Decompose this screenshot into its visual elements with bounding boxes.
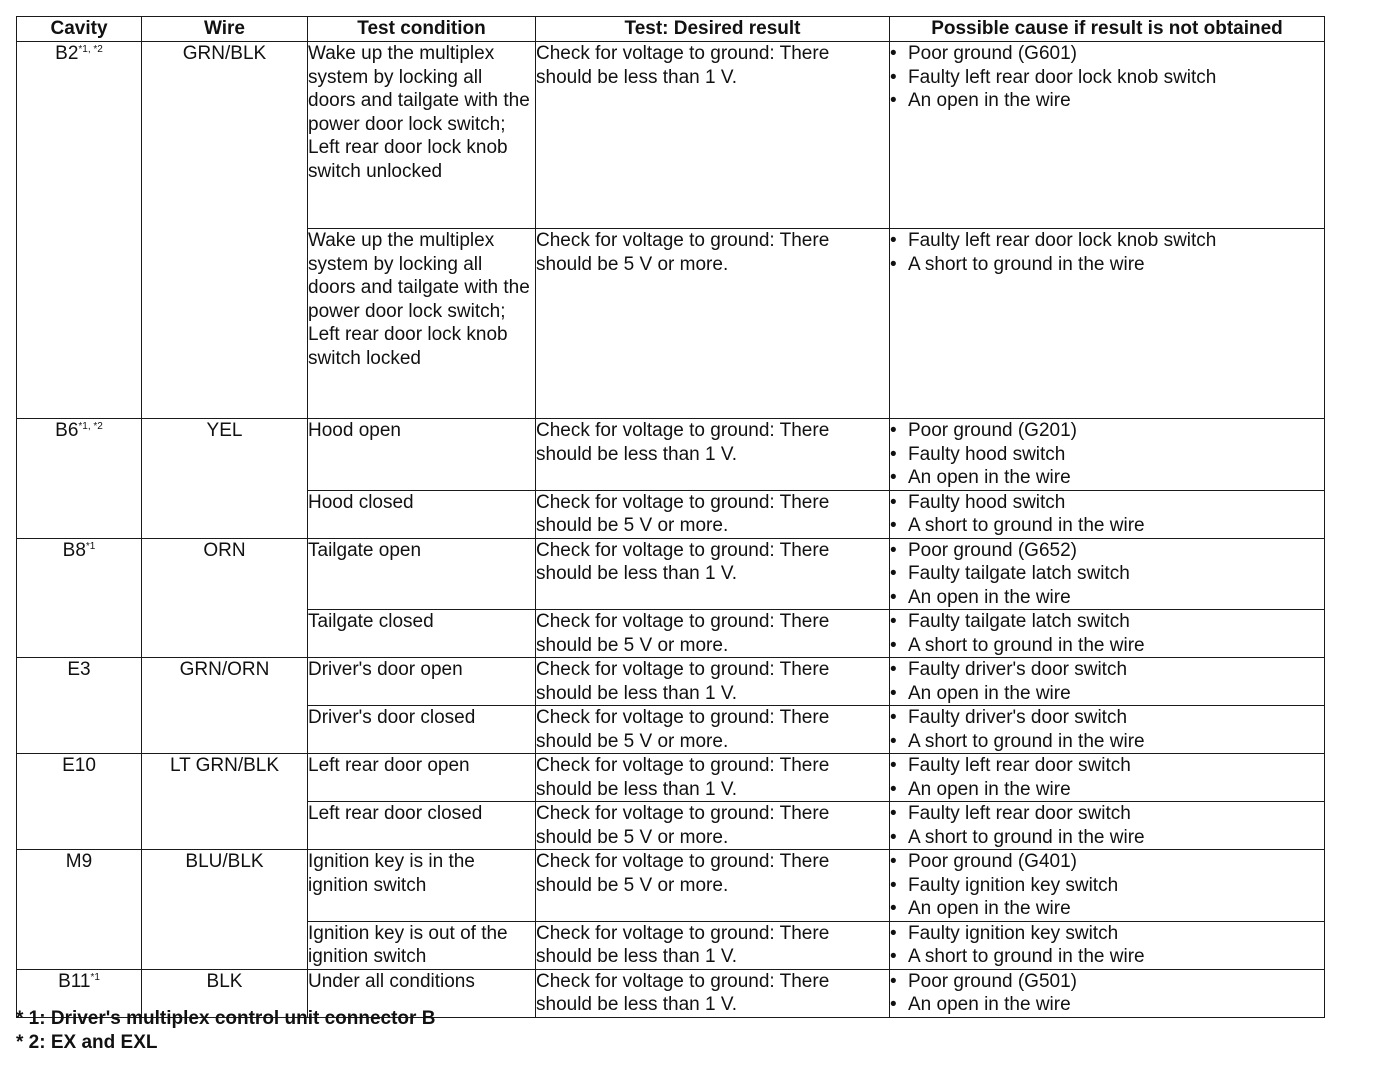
cause-text: A short to ground in the wire [908, 826, 1145, 848]
bullet-icon: • [890, 420, 897, 441]
cause-text: An open in the wire [908, 90, 1071, 111]
cavity-label: M9 [65, 851, 93, 872]
cause-text: An open in the wire [908, 778, 1071, 800]
cause-list [890, 539, 1324, 610]
desired-result-cell: Check for voltage to ground: There should be 5 V or more. [536, 706, 890, 754]
cavity-label: B6 [55, 420, 79, 441]
bullet-icon: • [890, 826, 897, 848]
wire-cell: GRN/ORN [142, 658, 308, 754]
test-condition-cell: Hood open [308, 419, 536, 491]
cause-text: Faulty left rear door switch [908, 755, 1131, 776]
cause-list [890, 850, 1324, 921]
cause-item [890, 610, 1324, 634]
cause-text: Poor ground (G601) [908, 43, 1077, 64]
test-condition-cell: Tailgate closed [308, 610, 536, 658]
cause-item [890, 993, 1324, 1017]
possible-cause-cell [890, 490, 1325, 538]
cavity-cell [17, 42, 142, 419]
bullet-icon: • [890, 994, 897, 1015]
cavity-cell [17, 658, 142, 754]
cause-item [890, 658, 1324, 682]
cause-item [890, 42, 1324, 66]
desired-result-cell: Check for voltage to ground: There should be less than 1 V. [536, 658, 890, 706]
desired-result-cell: Check for voltage to ground: There should be 5 V or more. [536, 610, 890, 658]
table-row [17, 538, 1325, 610]
cause-text: Faulty hood switch [908, 443, 1066, 465]
bullet-icon: • [890, 874, 897, 896]
header-cavity: Cavity [17, 17, 142, 42]
cavity-note: *1, *2 [78, 421, 103, 432]
cause-item [890, 850, 1324, 874]
possible-cause-cell [890, 229, 1325, 419]
possible-cause-cell [890, 706, 1325, 754]
cause-text: Faulty tailgate latch switch [908, 563, 1130, 584]
cavity-note: *1 [85, 540, 96, 552]
cause-item [890, 874, 1324, 898]
cause-text: An open in the wire [908, 994, 1071, 1015]
test-condition-cell: Ignition key is in the ignition switch [308, 850, 536, 922]
possible-cause-cell [890, 754, 1325, 802]
cause-text: An open in the wire [908, 586, 1071, 608]
cause-item [890, 66, 1324, 90]
wire-cell: LT GRN/BLK [142, 754, 308, 850]
cause-text: Poor ground (G501) [908, 970, 1077, 992]
bullet-icon: • [890, 515, 897, 536]
header-row [17, 17, 1325, 42]
cause-item [890, 466, 1324, 490]
cavity-cell [17, 850, 142, 970]
bullet-icon: • [890, 90, 897, 111]
cause-list [890, 754, 1324, 801]
header-test-condition: Test condition [308, 17, 536, 42]
cause-item [890, 897, 1324, 921]
cause-item [890, 253, 1324, 277]
cavity-label: B11 [58, 970, 91, 992]
cause-list [890, 802, 1324, 849]
cavity-label: B2 [55, 43, 79, 64]
header-possible-cause: Possible cause if result is not obtained [890, 17, 1325, 42]
cause-text: Faulty driver's door switch [908, 659, 1128, 680]
cause-text: Faulty driver's door switch [908, 707, 1128, 728]
cavity-note: *1, *2 [78, 44, 103, 55]
desired-result-cell: Check for voltage to ground: There should be 5 V or more. [536, 490, 890, 538]
cause-item [890, 730, 1324, 754]
cause-text: Faulty left rear door lock knob switch [908, 230, 1217, 251]
bullet-icon: • [890, 898, 897, 919]
bullet-icon: • [890, 659, 897, 680]
desired-result-cell: Check for voltage to ground: There should be less than 1 V. [536, 754, 890, 802]
wire-cell: BLK [142, 969, 308, 1017]
cause-list [890, 658, 1324, 705]
desired-result-cell: Check for voltage to ground: There should be less than 1 V. [536, 921, 890, 969]
bullet-icon: • [890, 730, 897, 752]
bullet-icon: • [890, 230, 897, 251]
test-condition-cell: Driver's door closed [308, 706, 536, 754]
bullet-icon: • [890, 755, 897, 776]
possible-cause-cell [890, 658, 1325, 706]
cause-item [890, 419, 1324, 443]
cause-item [890, 634, 1324, 658]
wire-cell: YEL [142, 419, 308, 539]
cause-item [890, 514, 1324, 538]
cause-text: Faulty hood switch [908, 491, 1066, 513]
wire-cell: ORN [142, 538, 308, 658]
bullet-icon: • [890, 586, 897, 608]
bullet-icon: • [890, 778, 897, 800]
cause-item [890, 826, 1324, 850]
bullet-icon: • [890, 253, 897, 275]
cause-text: A short to ground in the wire [908, 515, 1145, 536]
cause-item [890, 443, 1324, 467]
cause-text: An open in the wire [908, 898, 1071, 919]
cause-text: A short to ground in the wire [908, 634, 1145, 656]
cause-text: Faulty left rear door lock knob switch [908, 66, 1217, 88]
cavity-label: B8 [62, 539, 86, 561]
bullet-icon: • [890, 922, 897, 944]
cause-item [890, 970, 1324, 994]
cause-item [890, 706, 1324, 730]
cavity-cell [17, 419, 142, 539]
cause-item [890, 922, 1324, 946]
cause-item [890, 586, 1324, 610]
cause-list [890, 610, 1324, 657]
cause-text: A short to ground in the wire [908, 730, 1145, 752]
cause-text: Poor ground (G201) [908, 420, 1077, 441]
cause-text: Faulty ignition key switch [908, 874, 1119, 896]
cause-text: Poor ground (G652) [908, 539, 1077, 561]
test-condition-cell: Wake up the multiplex system by locking all doors and tailgate with the power door lock switch; Left rear door lock knob switch unlocked [308, 42, 536, 229]
cavity-cell [17, 754, 142, 850]
test-condition-cell: Left rear door closed [308, 802, 536, 850]
footnote-2: * 2: EX and EXL [16, 1032, 158, 1053]
desired-result-cell: Check for voltage to ground: There should be 5 V or more. [536, 802, 890, 850]
desired-result-cell: Check for voltage to ground: There should be less than 1 V. [536, 969, 890, 1017]
table-row [17, 419, 1325, 491]
cause-item [890, 682, 1324, 706]
test-condition-cell: Left rear door open [308, 754, 536, 802]
bullet-icon: • [890, 66, 897, 88]
wire-cell: BLU/BLK [142, 850, 308, 970]
cause-item [890, 802, 1324, 826]
cause-list [890, 970, 1324, 1017]
header-wire: Wire [142, 17, 308, 42]
bullet-icon: • [890, 491, 897, 513]
test-condition-cell: Tailgate open [308, 538, 536, 610]
cause-text: Faulty ignition key switch [908, 922, 1119, 944]
header-desired-result: Test: Desired result [536, 17, 890, 42]
table-row [17, 850, 1325, 922]
test-condition-cell: Hood closed [308, 490, 536, 538]
cause-item [890, 89, 1324, 113]
cause-list [890, 229, 1324, 276]
possible-cause-cell [890, 419, 1325, 491]
cavity-label: E10 [62, 755, 96, 776]
cause-item [890, 229, 1324, 253]
cause-item [890, 539, 1324, 563]
cause-item [890, 778, 1324, 802]
cause-list [890, 706, 1324, 753]
test-condition-cell: Driver's door open [308, 658, 536, 706]
cavity-label: E3 [67, 659, 91, 680]
wire-cell: GRN/BLK [142, 42, 308, 419]
table-row [17, 754, 1325, 802]
bullet-icon: • [890, 970, 897, 992]
test-condition-cell: Under all conditions [308, 969, 536, 1017]
bullet-icon: • [890, 443, 897, 465]
possible-cause-cell [890, 802, 1325, 850]
bullet-icon: • [890, 563, 897, 584]
possible-cause-cell [890, 850, 1325, 922]
cause-item [890, 754, 1324, 778]
cause-item [890, 945, 1324, 969]
test-condition-cell: Wake up the multiplex system by locking all doors and tailgate with the power door lock switch; Left rear door lock knob switch locked [308, 229, 536, 419]
bullet-icon: • [890, 803, 897, 824]
bullet-icon: • [890, 682, 897, 704]
table-row [17, 658, 1325, 706]
cause-text: A short to ground in the wire [908, 946, 1145, 967]
bullet-icon: • [890, 946, 897, 967]
cause-item [890, 562, 1324, 586]
desired-result-cell: Check for voltage to ground: There should be 5 V or more. [536, 229, 890, 419]
table-body [17, 42, 1325, 1018]
bullet-icon: • [890, 851, 897, 872]
cause-list [890, 491, 1324, 538]
bullet-icon: • [890, 634, 897, 656]
cause-list [890, 42, 1324, 113]
desired-result-cell: Check for voltage to ground: There should be 5 V or more. [536, 850, 890, 922]
troubleshooting-table [16, 16, 1325, 1018]
bullet-icon: • [890, 539, 897, 561]
desired-result-cell: Check for voltage to ground: There should be less than 1 V. [536, 42, 890, 229]
table-row [17, 42, 1325, 229]
desired-result-cell: Check for voltage to ground: There should be less than 1 V. [536, 538, 890, 610]
possible-cause-cell [890, 610, 1325, 658]
bullet-icon: • [890, 43, 897, 64]
possible-cause-cell [890, 969, 1325, 1017]
desired-result-cell: Check for voltage to ground: There should be less than 1 V. [536, 419, 890, 491]
possible-cause-cell [890, 538, 1325, 610]
cavity-note: *1 [90, 971, 100, 983]
test-condition-cell: Ignition key is out of the ignition switch [308, 921, 536, 969]
cause-list [890, 419, 1324, 490]
bullet-icon: • [890, 707, 897, 728]
possible-cause-cell [890, 42, 1325, 229]
cause-text: Faulty tailgate latch switch [908, 611, 1130, 632]
cause-text: An open in the wire [908, 682, 1071, 704]
cause-text: Faulty left rear door switch [908, 803, 1131, 824]
cause-text: A short to ground in the wire [908, 253, 1145, 275]
cause-text: Poor ground (G401) [908, 851, 1077, 872]
footnote-1: * 1: Driver's multiplex control unit connector B [16, 1008, 436, 1029]
cause-item [890, 491, 1324, 515]
cause-list [890, 922, 1324, 969]
cavity-cell [17, 538, 142, 658]
bullet-icon: • [890, 467, 897, 488]
cause-text: An open in the wire [908, 467, 1071, 488]
possible-cause-cell [890, 921, 1325, 969]
bullet-icon: • [890, 611, 897, 632]
